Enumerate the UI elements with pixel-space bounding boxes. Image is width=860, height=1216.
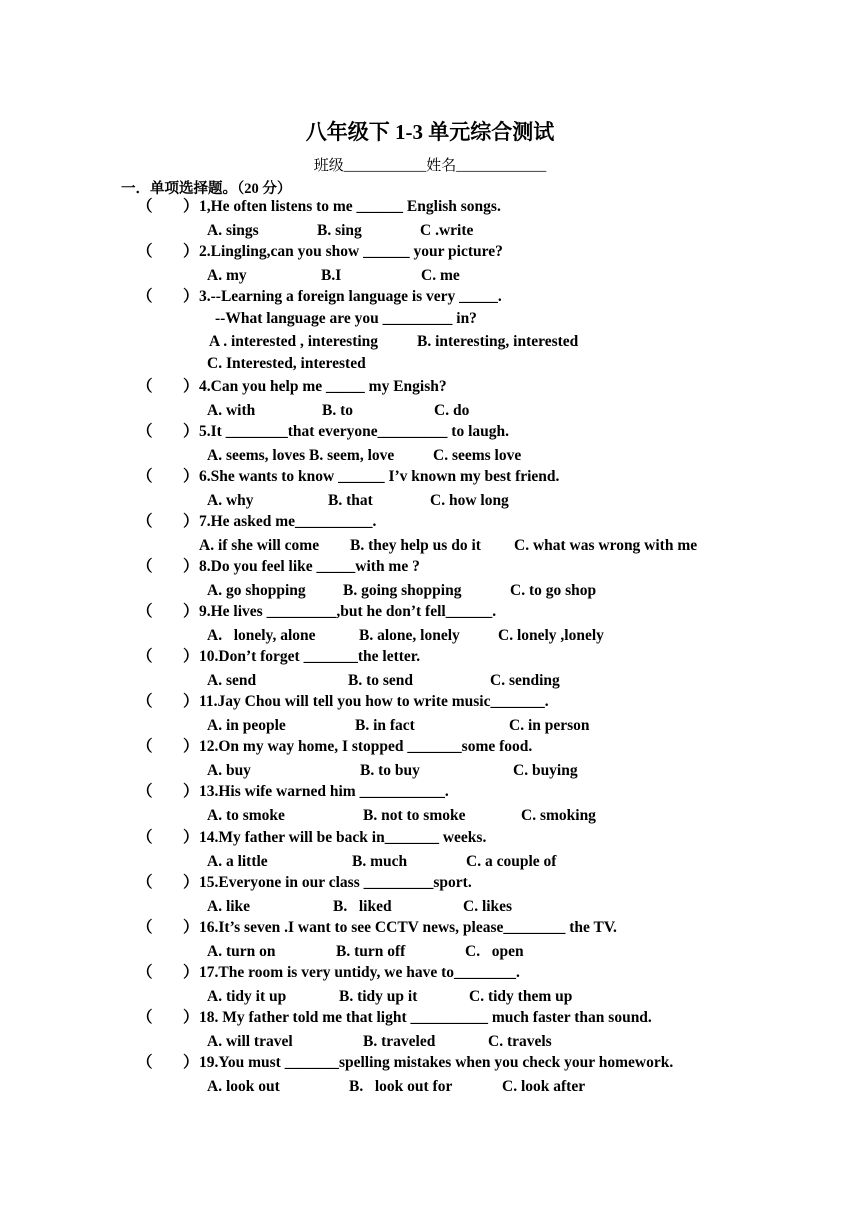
answer-bracket-left: （	[137, 919, 153, 936]
answer-option: A. buy	[207, 762, 251, 779]
page-title: 八年级下 1-3 单元综合测试	[305, 120, 555, 144]
answer-bracket-right: ）	[183, 964, 199, 981]
answer-option: C. me	[421, 267, 460, 284]
answer-bracket-right: ）	[183, 648, 199, 665]
question-stem: 6.She wants to know ______ I’v known my best friend.	[199, 468, 560, 485]
answer-option: C. do	[434, 402, 470, 419]
answer-bracket-left: （	[137, 198, 153, 215]
answer-option: B. in fact	[355, 717, 415, 734]
answer-bracket-left: （	[137, 693, 153, 710]
answer-bracket-right: ）	[183, 783, 199, 800]
question-stem: 8.Do you feel like _____with me ?	[199, 558, 420, 575]
question-stem: 18. My father told me that light __________ much faster than sound.	[199, 1009, 652, 1026]
question-stem: 15.Everyone in our class _________sport.	[199, 874, 472, 891]
question-stem: 12.On my way home, I stopped _______some food.	[199, 738, 533, 755]
answer-option: A. with	[207, 402, 256, 419]
answer-option: A. if she will come	[199, 537, 320, 554]
answer-bracket-right: ）	[183, 738, 199, 755]
answer-bracket-right: ）	[183, 558, 199, 575]
answer-bracket-right: ）	[183, 1054, 199, 1071]
answer-option: C. lonely ,lonely	[498, 627, 604, 644]
answer-option: B.I	[321, 267, 342, 284]
answer-option: B. turn off	[336, 943, 406, 960]
answer-option: C. travels	[488, 1033, 552, 1050]
question-stem: 11.Jay Chou will tell you how to write music_______.	[199, 693, 549, 710]
question-stem: 13.His wife warned him ___________.	[199, 783, 449, 800]
answer-option: C. Interested, interested	[207, 355, 366, 372]
answer-bracket-left: （	[137, 378, 153, 395]
answer-option: C. in person	[509, 717, 590, 734]
answer-option: A. seems, loves B. seem, love	[207, 447, 395, 464]
answer-option: A. turn on	[207, 943, 276, 960]
answer-option: B. to	[322, 402, 353, 419]
answer-option: B. traveled	[363, 1033, 436, 1050]
answer-option: B. that	[328, 492, 373, 509]
answer-option: B. to buy	[360, 762, 420, 779]
answer-option: C. how long	[430, 492, 509, 509]
answer-option: A. send	[207, 672, 257, 689]
answer-option: B. alone, lonely	[359, 627, 460, 644]
answer-option: C. smoking	[521, 807, 596, 824]
answer-option: C. buying	[513, 762, 578, 779]
question-stem: 19.You must _______spelling mistakes when you check your homework.	[199, 1054, 674, 1071]
answer-bracket-right: ）	[183, 423, 199, 440]
answer-option: A. look out	[207, 1078, 280, 1095]
answer-bracket-left: （	[137, 288, 153, 305]
answer-bracket-left: （	[137, 243, 153, 260]
answer-option: B. look out for	[349, 1078, 453, 1095]
answer-bracket-left: （	[137, 468, 153, 485]
answer-option: A. go shopping	[207, 582, 306, 599]
question-stem: 2.Lingling,can you show ______ your picture?	[199, 243, 503, 260]
answer-option: C. look after	[502, 1078, 586, 1095]
answer-option: C. a couple of	[466, 853, 557, 870]
answer-bracket-left: （	[137, 1009, 153, 1026]
section-heading: 一．单项选择题。（20 分）	[121, 181, 292, 197]
answer-option: C .write	[420, 222, 474, 239]
answer-option: C. to go shop	[510, 582, 597, 599]
answer-bracket-right: ）	[183, 603, 199, 620]
answer-option: B. going shopping	[343, 582, 462, 599]
answer-bracket-right: ）	[183, 693, 199, 710]
answer-bracket-left: （	[137, 1054, 153, 1071]
answer-bracket-right: ）	[183, 919, 199, 936]
answer-bracket-left: （	[137, 423, 153, 440]
answer-bracket-left: （	[137, 829, 153, 846]
answer-option: C. open	[465, 943, 524, 960]
answer-option: A. in people	[207, 717, 286, 734]
answer-bracket-right: ）	[183, 198, 199, 215]
question-stem: 9.He lives _________,but he don’t fell______.	[199, 603, 497, 620]
answer-option: B. much	[352, 853, 408, 870]
answer-option: A. sings	[207, 222, 259, 239]
answer-option: C. sending	[490, 672, 560, 689]
question-stem: 17.The room is very untidy, we have to________.	[199, 964, 520, 981]
question-stem: 14.My father will be back in_______ weeks.	[199, 829, 487, 846]
question-stem: 4.Can you help me _____ my Engish?	[199, 378, 447, 395]
answer-bracket-left: （	[137, 738, 153, 755]
question-stem: 3.--Learning a foreign language is very _____.	[199, 288, 502, 305]
question-stem: 10.Don’t forget _______the letter.	[199, 648, 421, 665]
answer-option: A. lonely, alone	[207, 627, 316, 644]
answer-bracket-right: ）	[183, 468, 199, 485]
answer-option: B. interesting, interested	[417, 333, 579, 350]
answer-bracket-right: ）	[183, 513, 199, 530]
answer-bracket-left: （	[137, 513, 153, 530]
answer-bracket-left: （	[137, 648, 153, 665]
answer-bracket-right: ）	[183, 829, 199, 846]
answer-option: B. they help us do it	[350, 537, 481, 554]
answer-bracket-left: （	[137, 874, 153, 891]
answer-option: C. likes	[463, 898, 513, 915]
answer-option: A. will travel	[207, 1033, 293, 1050]
answer-option: A. tidy it up	[207, 988, 287, 1005]
answer-bracket-right: ）	[183, 243, 199, 260]
answer-option: C. tidy them up	[469, 988, 573, 1005]
question-stem: 1,He often listens to me ______ English songs.	[199, 198, 501, 215]
answer-option: B. tidy up it	[339, 988, 418, 1005]
answer-option: B. not to smoke	[363, 807, 466, 824]
answer-bracket-left: （	[137, 603, 153, 620]
class-name-line: 班级___________姓名____________	[313, 158, 547, 174]
answer-bracket-left: （	[137, 558, 153, 575]
answer-option: B. to send	[348, 672, 414, 689]
answer-option: B. liked	[333, 898, 392, 915]
answer-bracket-right: ）	[183, 1009, 199, 1026]
answer-bracket-right: ）	[183, 874, 199, 891]
answer-option: B. sing	[317, 222, 362, 239]
answer-option: A. a little	[207, 853, 268, 870]
question-stem: 5.It ________that everyone_________ to laugh.	[199, 423, 509, 440]
answer-bracket-right: ）	[183, 288, 199, 305]
answer-option: A. why	[207, 492, 254, 509]
answer-option: A . interested , interesting	[209, 333, 379, 350]
answer-option: A. to smoke	[207, 807, 285, 824]
answer-option: A. like	[207, 898, 251, 915]
answer-bracket-left: （	[137, 964, 153, 981]
answer-bracket-right: ）	[183, 378, 199, 395]
answer-option: A. my	[207, 267, 247, 284]
question-stem: 16.It’s seven .I want to see CCTV news, please________ the TV.	[199, 919, 617, 936]
answer-option: C. what was wrong with me	[514, 537, 698, 554]
answer-option: C. seems love	[433, 447, 522, 464]
question-stem: 7.He asked me__________.	[199, 513, 377, 530]
question-stem-line2: --What language are you _________ in?	[215, 310, 477, 327]
answer-bracket-left: （	[137, 783, 153, 800]
